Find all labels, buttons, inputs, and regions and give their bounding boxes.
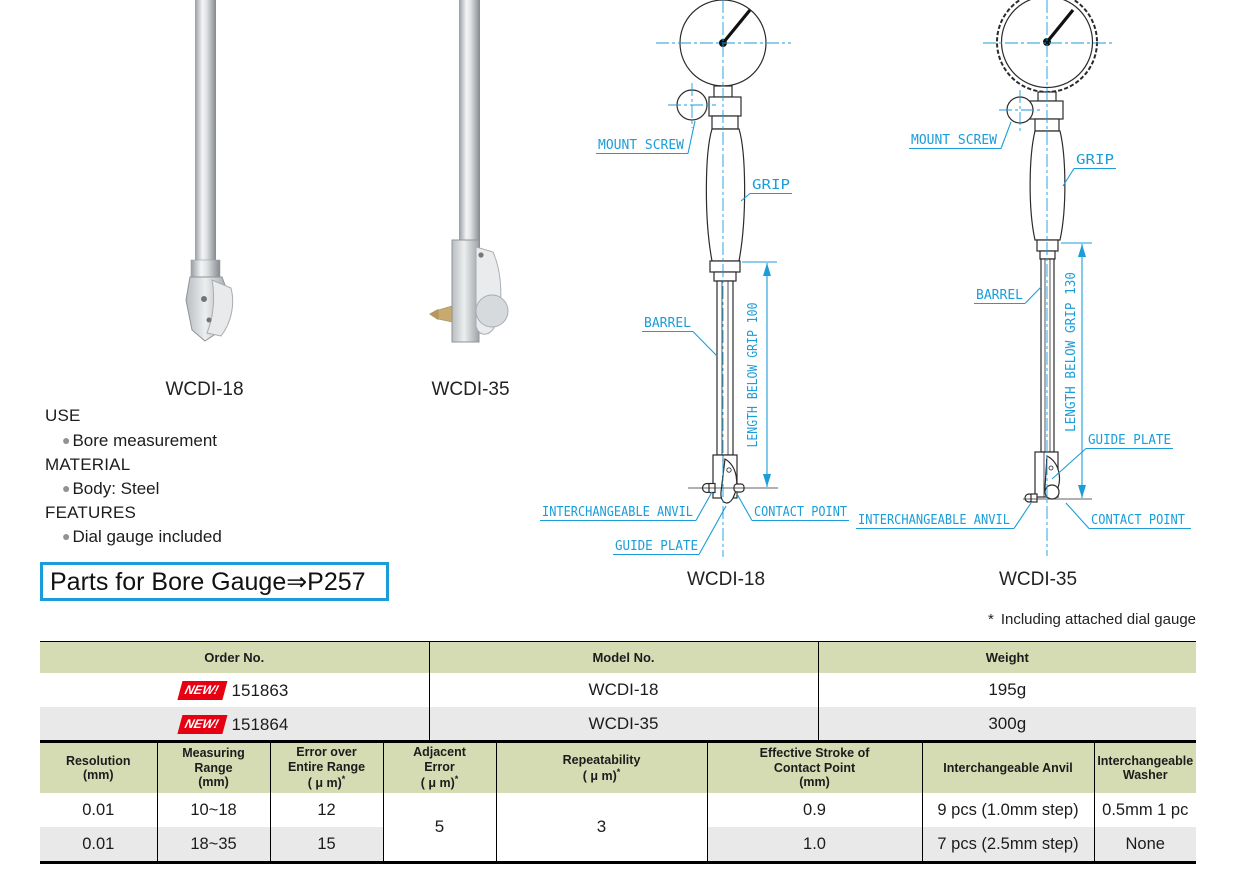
- header-effective-stroke: Effective Stroke of Contact Point (mm): [707, 742, 922, 794]
- cell-resolution: 0.01: [40, 827, 157, 863]
- dimension-wcdi35: [1061, 243, 1092, 498]
- cell-weight: 300g: [818, 707, 1196, 742]
- cell-order-no: NEW! 151863: [40, 673, 429, 707]
- cell-adjacent-error: 5: [383, 793, 496, 863]
- cell-washer: 0.5mm 1 pc: [1094, 793, 1196, 827]
- label-interchangeable-anvil: INTERCHANGEABLE ANVIL: [542, 505, 694, 520]
- photo-label-wcdi18: WCDI-18: [165, 379, 244, 400]
- header-measuring-range: Measuring Range (mm): [157, 742, 270, 794]
- cell-stroke: 0.9: [707, 793, 922, 827]
- order-table: [40, 641, 1196, 743]
- features-heading: FEATURES: [45, 503, 137, 522]
- bullet-icon: ●: [62, 528, 71, 544]
- callouts-wcdi18: [540, 121, 849, 555]
- diagram-wcdi35: [855, 0, 1200, 600]
- order-table-header-row: [40, 642, 1196, 674]
- cell-weight: 195g: [818, 673, 1196, 707]
- dimension-wcdi18: [742, 262, 777, 487]
- cell-error: 15: [270, 827, 383, 863]
- callouts-wcdi35: [856, 122, 1191, 529]
- label-contact-point: CONTACT POINT: [1091, 513, 1186, 528]
- spec-table-header-row: [40, 742, 1196, 794]
- dial-gauge-footnote: * Including attached dial gauge: [988, 611, 1196, 628]
- bullet-icon: ●: [62, 432, 71, 448]
- table-row: [40, 707, 1196, 742]
- cell-repeatability: 3: [496, 793, 707, 863]
- cell-anvil: 9 pcs (1.0mm step): [922, 793, 1094, 827]
- header-interchangeable-anvil: Interchangeable Anvil: [922, 742, 1094, 794]
- label-grip: GRIP: [1076, 153, 1115, 168]
- cell-range: 18~35: [157, 827, 270, 863]
- table-row: [40, 793, 1196, 827]
- asterisk: *: [988, 611, 994, 628]
- label-length-below-grip: LENGTH BELOW GRIP 100: [746, 283, 761, 448]
- cell-range: 10~18: [157, 793, 270, 827]
- header-adjacent-error: Adjacent Error ( μ m)*: [383, 742, 496, 794]
- label-barrel: BARREL: [976, 288, 1024, 303]
- header-model-no: Model No.: [429, 642, 818, 674]
- diagram-wcdi18: [540, 0, 870, 600]
- header-repeatability: Repeatability ( μ m)*: [496, 742, 707, 794]
- new-badge: NEW!: [178, 715, 228, 734]
- material-item: ● Body: Steel: [62, 479, 160, 498]
- cell-resolution: 0.01: [82, 800, 115, 819]
- cell-error: 12: [270, 793, 383, 827]
- use-item: ● Bore measurement: [62, 431, 218, 450]
- label-mount-screw: MOUNT SCREW: [598, 138, 685, 153]
- label-contact-point: CONTACT POINT: [754, 505, 848, 520]
- cell-stroke: 1.0: [707, 827, 922, 863]
- spec-table: [40, 740, 1196, 864]
- new-badge: NEW!: [178, 681, 228, 700]
- cell-order-no: NEW! 151864: [40, 707, 429, 742]
- header-interchangeable-washer: Interchangeable Washer: [1094, 742, 1196, 794]
- label-barrel: BARREL: [644, 316, 692, 331]
- gauge-drawing-wcdi18: [677, 0, 778, 503]
- features-item: ● Dial gauge included: [62, 527, 222, 546]
- product-photo-wcdi35: [429, 0, 508, 342]
- table-row: [40, 673, 1196, 707]
- product-photo-wcdi18: [186, 0, 233, 341]
- cell-model-no: WCDI-35: [429, 707, 818, 742]
- photo-label-wcdi35: WCDI-35: [431, 379, 510, 400]
- parts-reference-box: Parts for Bore Gauge⇒P257: [40, 562, 389, 601]
- label-guide-plate: GUIDE PLATE: [1088, 433, 1171, 448]
- header-weight: Weight: [818, 642, 1196, 674]
- use-heading: USE: [45, 406, 81, 425]
- header-order-no: Order No.: [40, 642, 429, 674]
- label-grip: GRIP: [752, 178, 791, 193]
- material-heading: MATERIAL: [45, 455, 131, 474]
- product-photos: [150, 0, 550, 350]
- bullet-icon: ●: [62, 480, 71, 496]
- label-interchangeable-anvil: INTERCHANGEABLE ANVIL: [858, 513, 1011, 528]
- diagram-caption-wcdi35: WCDI-35: [998, 569, 1078, 590]
- cell-washer: None: [1094, 827, 1196, 863]
- label-mount-screw: MOUNT SCREW: [911, 133, 998, 148]
- diagram-caption-wcdi18: WCDI-18: [686, 569, 766, 590]
- label-guide-plate: GUIDE PLATE: [615, 539, 698, 554]
- header-error-entire-range: Error over Entire Range ( μ m)*: [270, 742, 383, 794]
- cell-anvil: 7 pcs (2.5mm step): [922, 827, 1094, 863]
- cell-model-no: WCDI-18: [429, 673, 818, 707]
- label-length-below-grip: LENGTH BELOW GRIP 130: [1064, 267, 1079, 432]
- header-resolution: Resolution (mm): [40, 742, 157, 794]
